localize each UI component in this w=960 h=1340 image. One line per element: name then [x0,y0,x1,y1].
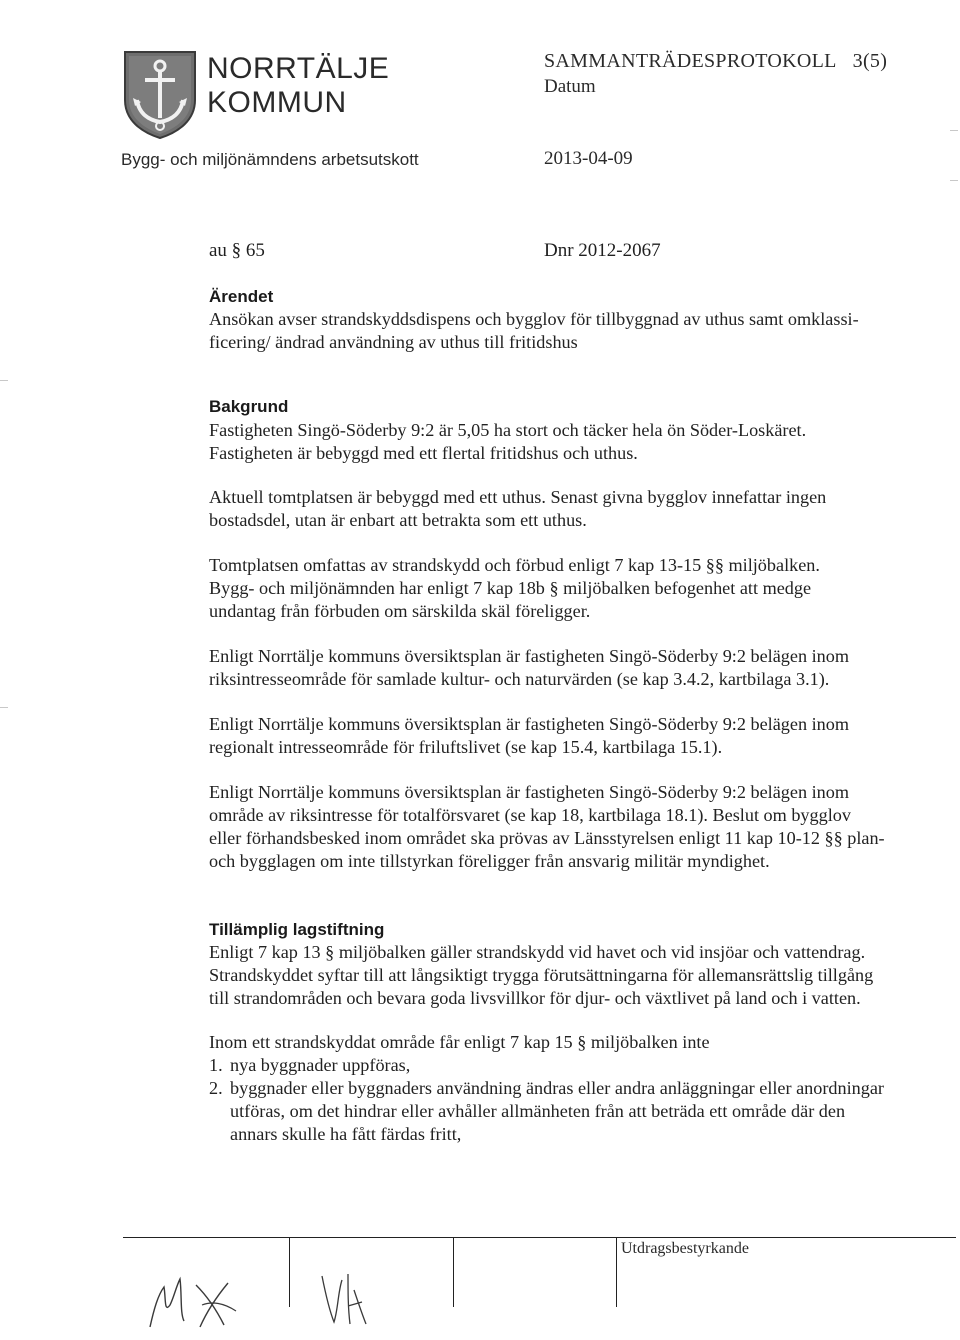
lagstiftning-paragraph-1 [209,941,873,1010]
diary-number: Dnr 2012-2067 [544,240,661,261]
scan-mark [950,130,958,131]
table-divider [616,1237,617,1307]
text-line: undantag från förbuden om särskilda skäl föreligger. [209,601,591,621]
list-number: 1. [209,1055,223,1075]
paragraph-number: au § 65 [209,240,265,261]
list-number: 2. [209,1078,223,1098]
handwritten-initials-2 [318,1262,378,1337]
text-line: riksintresseområde för samlade kultur- och naturvärden (se kap 3.4.2, kartbilaga 3.1). [209,669,830,689]
municipality-coat-of-arms [121,48,199,140]
text-line: Enligt Norrtälje kommuns översiktsplan är fastigheten Singö-Söderby 9:2 belägen inom [209,714,849,734]
text-line: Aktuell tomtplatsen är bebyggd med ett uthus. Senast givna bygglov innefattar ingen [209,487,827,507]
text-line: Enligt 7 kap 13 § miljöbalken gäller strandskydd vid havet och vid insjöar och vattendrag. [209,942,866,962]
text-line: nya byggnader uppföras, [230,1055,411,1075]
scan-mark [0,707,8,708]
scan-mark [950,180,958,181]
text-line: till strandområden och bevara goda livsvillkor för djur- och växtlivet på land och i vatten. [209,988,861,1008]
bakgrund-paragraph-2 [209,486,826,532]
text-line: annars skulle ha fått färdas fritt, [230,1124,462,1144]
section-heading-arendet: Ärendet [209,287,274,306]
text-line: Fastigheten Singö-Söderby 9:2 är 5,05 ha stort och täcker hela ön Söder-Loskäret. [209,420,807,440]
bakgrund-paragraph-3 [209,554,820,623]
list-item [209,1054,884,1077]
text-line: Inom ett strandskyddat område får enligt 7 kap 15 § miljöbalken inte [209,1032,710,1052]
text-line: Enligt Norrtälje kommuns översiktsplan är fastigheten Singö-Söderby 9:2 belägen inom [209,646,849,666]
meeting-date: 2013-04-09 [544,148,633,169]
text-line: Bygg- och miljönämnden har enligt 7 kap 18b § miljöbalken befogenhet att medge [209,578,812,598]
section-heading-lagstiftning: Tillämplig lagstiftning [209,920,385,939]
bakgrund-paragraph-5 [209,713,849,759]
municipality-name [207,52,389,120]
text-line: eller förhandsbesked inom området ska prövas av Länsstyrelsen enligt 11 kap 10-12 §§ plan- [209,828,885,848]
text-line: Fastigheten är bebyggd med ett flertal fritidshus och uthus. [209,443,638,463]
table-divider [453,1237,454,1307]
municipality-name-line1: NORRTÄLJE [207,52,390,85]
document-title [544,50,887,73]
scan-mark [0,380,8,381]
handwritten-initials-1 [140,1265,260,1340]
text-line: Enligt Norrtälje kommuns översiktsplan är fastigheten Singö-Söderby 9:2 belägen inom [209,782,849,802]
section-heading-bakgrund: Bakgrund [209,397,289,416]
page-number: 3(5) [852,50,888,72]
text-line: område av riksintresse för totalförsvaret (se kap 18, kartbilaga 18.1). Beslut om bygglov [209,805,851,825]
text-line: Tomtplatsen omfattas av strandskydd och förbud enligt 7 kap 13-15 §§ miljöbalken. [209,555,820,575]
text-line: utföras, om det hindrar eller avhåller allmänheten från att beträda ett område där den [230,1101,846,1121]
footer-rule [123,1237,956,1238]
text-line: bostadsdel, utan är enbart att betrakta som ett uthus. [209,510,587,530]
document-type: SAMMANTRÄDESPROTOKOLL [544,50,837,72]
table-divider [289,1237,290,1307]
bakgrund-paragraph-4 [209,645,849,691]
text-line: ficering/ ändrad användning av uthus till fritidshus [209,332,578,352]
text-line: Ansökan avser strandskyddsdispens och bygglov för tillbyggnad av uthus samt omklassi- [209,309,859,329]
certification-label: Utdragsbestyrkande [621,1240,749,1257]
text-line: regionalt intresseområde för friluftslivet (se kap 15.4, kartbilaga 15.1). [209,737,723,757]
text-line: och bygglagen om inte tillstyrkan föreligger från ansvarig militär myndighet. [209,851,770,871]
committee-name: Bygg- och miljönämndens arbetsutskott [121,150,419,169]
text-line: byggnader eller byggnaders användning ändras eller andra anläggningar eller anordningar [230,1078,884,1098]
arendet-text [209,308,859,354]
date-label: Datum [544,76,596,97]
text-line: Strandskyddet syftar till att långsiktigt trygga förutsättningarna för allemansrättslig tillgång [209,965,874,985]
bakgrund-paragraph-1 [209,419,806,465]
lagstiftning-paragraph-2 [209,1031,884,1146]
municipality-name-line2: KOMMUN [207,86,347,119]
list-item [209,1077,884,1146]
bakgrund-paragraph-6 [209,781,885,873]
